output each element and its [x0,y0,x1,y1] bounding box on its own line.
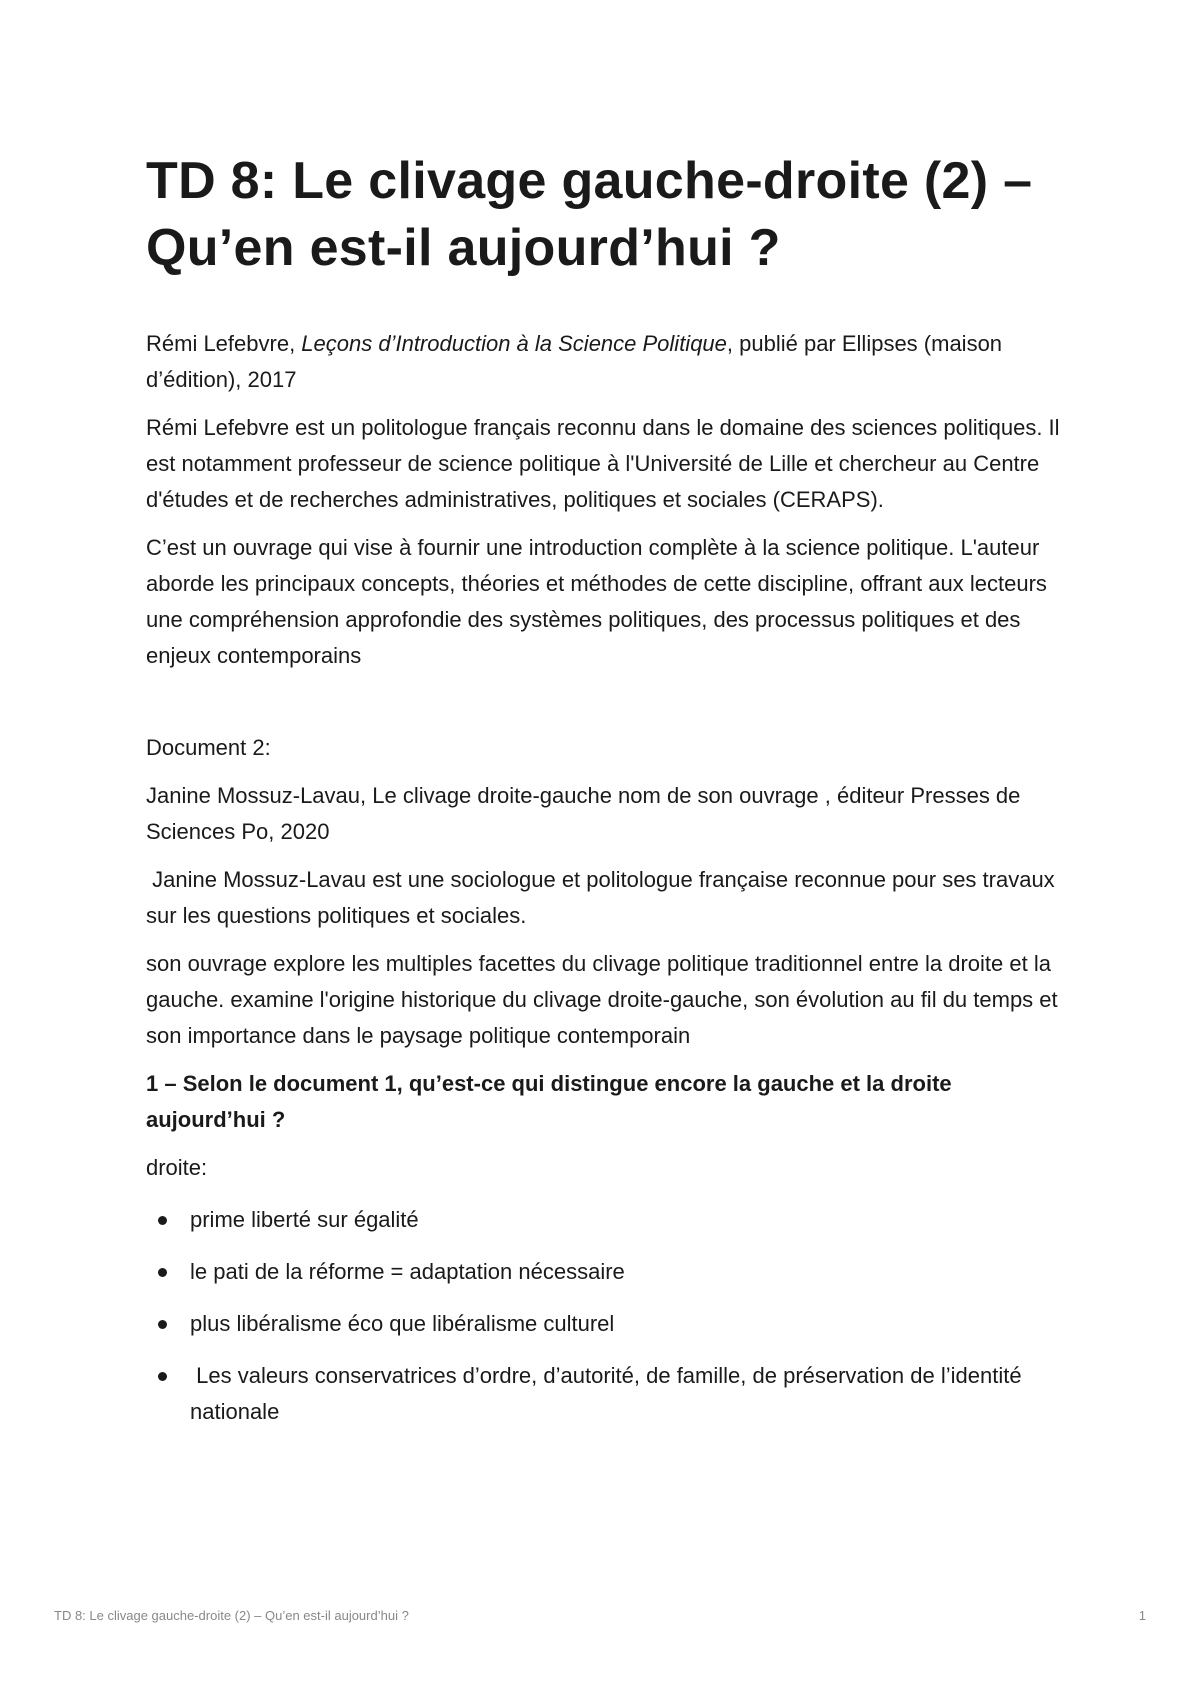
bullet-icon [158,1372,167,1381]
list-item [146,1306,1066,1342]
source-1-author: Rémi Lefebvre, [146,331,302,356]
list-item-text: Les valeurs conservatrices d’ordre, d’autorité, de famille, de préservation de l’identité nationale [190,1363,1028,1424]
page-number: 1 [1138,1608,1146,1623]
author-2-description: Janine Mossuz-Lavau est une sociologue et politologue française reconnue pour ses travaux sur les questions politiques et sociales. [146,867,1061,928]
footer-running-title: TD 8: Le clivage gauche-droite (2) – Qu’en est-il aujourd’hui ? [54,1608,409,1623]
list-item-text: prime liberté sur égalité [190,1207,419,1232]
list-item [146,1202,1066,1238]
question-1-heading: 1 – Selon le document 1, qu’est-ce qui distingue encore la gauche et la droite aujourd’hui ? [146,1071,952,1132]
page-title: TD 8: Le clivage gauche-droite (2) – Qu’en est-il aujourd’hui ? [146,152,1033,277]
list-item-text: le pati de la réforme = adaptation nécessaire [190,1259,625,1284]
bullet-icon [158,1268,167,1277]
bullet-icon [158,1320,167,1329]
list-item-text: plus libéralisme éco que libéralisme culturel [190,1311,615,1336]
source-1-book-title: Leçons d’Introduction à la Science Politique [301,331,727,356]
author-1-description: Rémi Lefebvre est un politologue français reconnu dans le domaine des sciences politiques. Il est notamment professeur de science politique à l'Université de Lille et chercheur au Centre d'études et de recherches administratives, politiques et sociales (CERAPS). [146,415,1060,512]
page-footer [54,1608,1146,1623]
droite-list [146,1202,1066,1430]
source-1-citation [146,326,1066,398]
book-1-description: C’est un ouvrage qui vise à fournir une introduction complète à la science politique. L'auteur aborde les principaux concepts, théories et méthodes de cette discipline, offrant aux lecteurs une compréhension approfondie des systèmes politiques, des processus politiques et des enjeux contemporains [146,535,1047,668]
source-2-citation: Janine Mossuz-Lavau, Le clivage droite-gauche nom de son ouvrage , éditeur Presses de Sciences Po, 2020 [146,783,1021,844]
list-item [146,1254,1066,1290]
document-2-label: Document 2: [146,735,271,760]
list-item [146,1358,1066,1430]
document-page [146,148,1066,1446]
book-2-description: son ouvrage explore les multiples facettes du clivage politique traditionnel entre la droite et la gauche. examine l'origine historique du clivage droite-gauche, son évolution au fil du temps et son importance dans le paysage politique contemporain [146,951,1058,1048]
droite-label: droite: [146,1155,208,1180]
source-1-publisher: , publié par Ellipses (maison d’édition), 2017 [146,331,1003,392]
bullet-icon [158,1216,167,1225]
